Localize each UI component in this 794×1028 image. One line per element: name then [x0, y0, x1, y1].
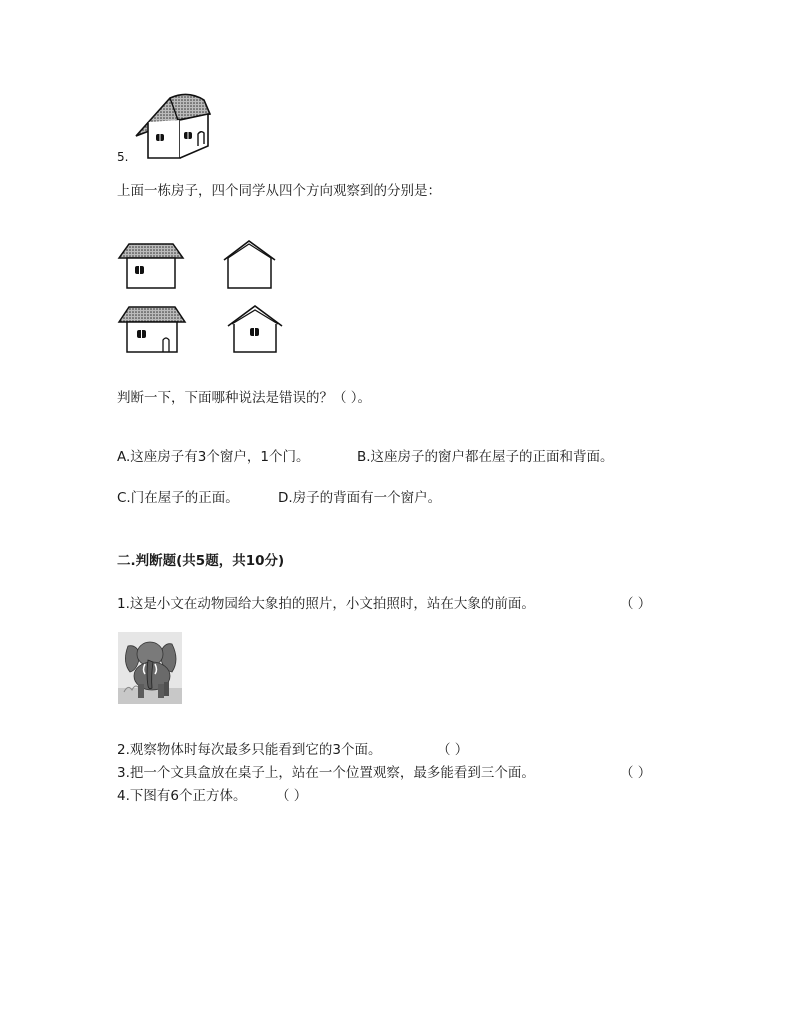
house-side-view: [220, 238, 278, 292]
option-a: A.这座房子有3个窗户，1个门。: [117, 449, 310, 465]
option-c: C.门在屋子的正面。: [117, 490, 239, 506]
elephant-photo: [118, 632, 182, 704]
question-number: 5.: [117, 150, 129, 164]
answer-paren-3: （ ）: [620, 765, 652, 781]
option-d: D.房子的背面有一个窗户。: [278, 490, 442, 506]
house-3d-illustration: [130, 90, 220, 162]
answer-paren-4: （ ）: [276, 788, 308, 804]
question-intro: 上面一栋房子，四个同学从四个方向观察到的分别是：: [117, 183, 441, 199]
section-title: 二.判断题(共5题，共10分): [117, 553, 285, 569]
answer-paren-2: （ ）: [437, 742, 469, 758]
question-prompt: 判断一下，下面哪种说法是错误的？（ ）。: [117, 390, 372, 406]
house-front-view: [117, 240, 185, 292]
option-b: B.这座房子的窗户都在屋子的正面和背面。: [357, 449, 614, 465]
judge-question-1: 1.这是小文在动物园给大象拍的照片，小文拍照时，站在大象的前面。: [117, 596, 535, 612]
answer-paren-1: （ ）: [620, 596, 652, 612]
judge-question-2: 2.观察物体时每次最多只能看到它的3个面。: [117, 742, 382, 758]
judge-question-3: 3.把一个文具盒放在桌子上，站在一个位置观察，最多能看到三个面。: [117, 765, 535, 781]
house-back-view: [117, 302, 187, 356]
house-side-window-view: [226, 302, 284, 354]
judge-question-4: 4.下图有6个正方体。: [117, 788, 247, 804]
